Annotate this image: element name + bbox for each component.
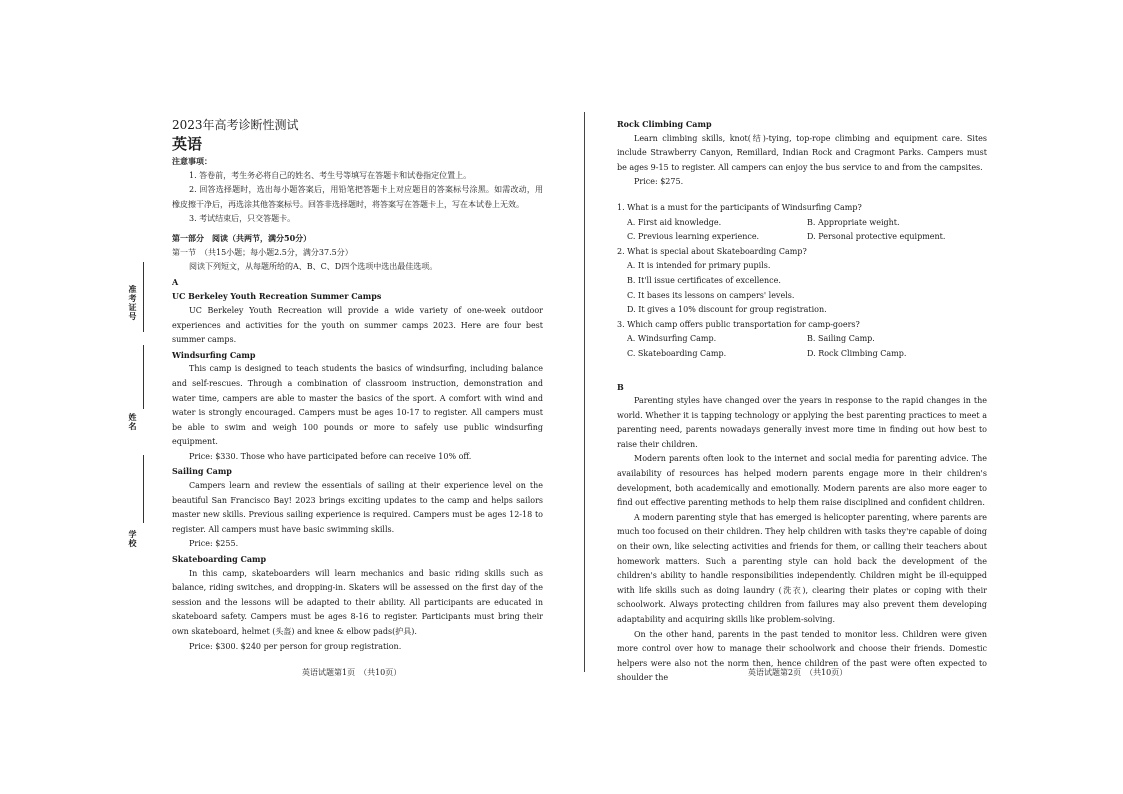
exam-title: 2023年高考诊断性测试 xyxy=(172,118,299,132)
page-footer-right: 英语试题第2页 （共10页） xyxy=(748,668,848,677)
question-option: C. Skateboarding Camp. xyxy=(627,348,727,358)
part-heading: 第一部分 阅读（共两节，满分50分） xyxy=(172,232,312,243)
question-option: D. Personal protective equipment. xyxy=(807,232,946,242)
page-footer-left: 英语试题第1页 （共10页） xyxy=(302,668,402,677)
section-instruction: 阅读下列短文，从每题所给的A、B、C、D四个选项中选出最佳选项。 xyxy=(189,262,438,272)
question-option: C. Previous learning experience. xyxy=(627,232,760,242)
camp-name: Sailing Camp xyxy=(172,466,232,477)
camp-name: Skateboarding Camp xyxy=(172,554,267,565)
question-options xyxy=(617,332,987,361)
question-option: A. First aid knowledge. xyxy=(627,217,722,227)
margin-label-school: 学校 xyxy=(128,530,138,548)
notice-item: 2. 回答选择题时，选出每小题答案后，用铅笔把答题卡上对应题目的答案标号涂黑。如需改动，用橡皮擦干净后，再选涂其他答案标号。回答非选择题时，将答案写在答题卡上，写在本试卷上无效。 xyxy=(172,185,543,209)
passage-letter: B xyxy=(617,381,624,392)
question-option: D. It gives a 10% discount for group registration. xyxy=(627,305,827,315)
left-column xyxy=(172,117,543,654)
column-divider xyxy=(584,112,585,672)
passage-paragraph: On the other hand, parents in the past tended to monitor less. Children were given more control over how to manage their schoolwork and choose their friends. Domestic helpers were also not the norm then, hence children of the past were often expected to shoulder the xyxy=(617,629,987,683)
question-option: A. It is intended for primary pupils. xyxy=(627,261,771,271)
passage-title: UC Berkeley Youth Recreation Summer Camps xyxy=(172,291,382,302)
question-option: B. Appropriate weight. xyxy=(807,217,900,227)
camp-name: Windsurfing Camp xyxy=(172,349,256,360)
camp-description: Learn climbing skills, knot(结)-tying, top-rope climbing and equipment care. Sites include Strawberry Canyon, Remillard, Indian Rock and Cragmont Parks. Campers must be ages 9-15 to register. All campers can enjoy the bus service to and from the campsites. xyxy=(617,133,987,172)
camp-price: Price: $330. Those who have participated before can receive 10% off. xyxy=(189,451,472,461)
passage-letter: A xyxy=(172,276,179,287)
question-option: D. Rock Climbing Camp. xyxy=(807,348,907,358)
question-options xyxy=(617,216,987,245)
question-option: C. It bases its lessons on campers' levels. xyxy=(627,290,795,300)
margin-line xyxy=(143,262,144,332)
notice-item: 3. 考试结束后，只交答题卡。 xyxy=(189,214,296,224)
margin-label-exam-number: 准考证号 xyxy=(128,285,138,321)
camp-description: Campers learn and review the essentials of sailing at their experience level on the beautiful San Francisco Bay! 2023 brings exciting updates to the camp and helps sailors master new skills. Previous sailing experience is required. Campers must be ages 12-18 to register. All campers must have basic swimming skills. xyxy=(172,481,543,534)
question-option: B. It'll issue certificates of excellence. xyxy=(627,275,781,285)
margin-line xyxy=(143,455,144,523)
question-stem: 2. What is special about Skateboarding Camp? xyxy=(617,246,807,256)
question-stem: 3. Which camp offers public transportation for camp-goers? xyxy=(617,319,860,329)
question-option: B. Sailing Camp. xyxy=(807,334,875,344)
section-heading: 第一节 （共15小题；每小题2.5分，满分37.5分） xyxy=(172,247,353,257)
notice-item: 1. 答卷前，考生务必将自己的姓名、考生号等填写在答题卡和试卷指定位置上。 xyxy=(189,170,472,180)
margin-line xyxy=(143,345,144,409)
question-stem: 1. What is a must for the participants of Windsurfing Camp? xyxy=(617,202,862,212)
exam-subject: 英语 xyxy=(172,135,203,153)
passage-paragraph: Parenting styles have changed over the years in response to the rapid changes in the world. Whether it is tapping technology or applying the best parenting practices to meet a parenting need, parents nowadays generally invest more time in finding out how best to raise their children. xyxy=(617,396,987,449)
camp-price: Price: $300. $240 per person for group registration. xyxy=(189,641,402,651)
margin-label-name: 姓名 xyxy=(128,413,138,431)
camp-description: This camp is designed to teach students the basics of windsurfing, including balance and self-rescues. Through a combination of classroom instruction, demonstration and water time, campers are able to master the basics of the sport. A comfort with wind and water is strongly encouraged. Campers must be ages 10-17 to register. All campers must be able to swim and weigh 100 pounds or more to safely use public windsurfing equipment. xyxy=(172,364,543,447)
right-column xyxy=(617,117,987,686)
passage-intro: UC Berkeley Youth Recreation will provide a wide variety of one-week outdoor experiences and activities for the youth on summer camps 2023. Here are four best summer camps. xyxy=(172,305,543,345)
camp-price: Price: $255. xyxy=(189,539,239,549)
camp-name: Rock Climbing Camp xyxy=(617,119,712,129)
passage-paragraph: Modern parents often look to the internet and social media for parenting advice. The availability of resources has helped modern parents engage more in their children's development, both academically and emotionally. Modern parents are also more eager to find out effective parenting methods to help them raise disciplined and confident children. xyxy=(617,454,987,508)
question-option: A. Windsurfing Camp. xyxy=(627,334,717,344)
camp-price: Price: $275. xyxy=(634,177,684,187)
camp-description: In this camp, skateboarders will learn mechanics and basic riding skills such as balance, riding switches, and dropping-in. Skaters will be assessed on the first day of the session and the lessons will be adapted to their ability. All participants are educated in skateboard safety. Campers must be ages 8-16 to register. Participants must bring their own skateboard, helmet (头盔) and knee & elbow pads(护具). xyxy=(172,568,543,636)
notice-heading: 注意事项： xyxy=(172,156,212,166)
passage-paragraph: A modern parenting style that has emerged is helicopter parenting, where parents are much too focused on their children. They help children with tasks they're capable of doing on their own, like selecting activities and friends for them, or calling their teachers about homework matters. Such a parenting style can hold back the development of the children's ability to handle responsibilities independently. Children might be ill-equipped with life skills such as doing laundry (洗衣), clearing their plates or coping with their schoolwork. Always protecting children from failures may also prevent them developing adaptability and acquiring skills like problem-solving. xyxy=(617,512,987,624)
